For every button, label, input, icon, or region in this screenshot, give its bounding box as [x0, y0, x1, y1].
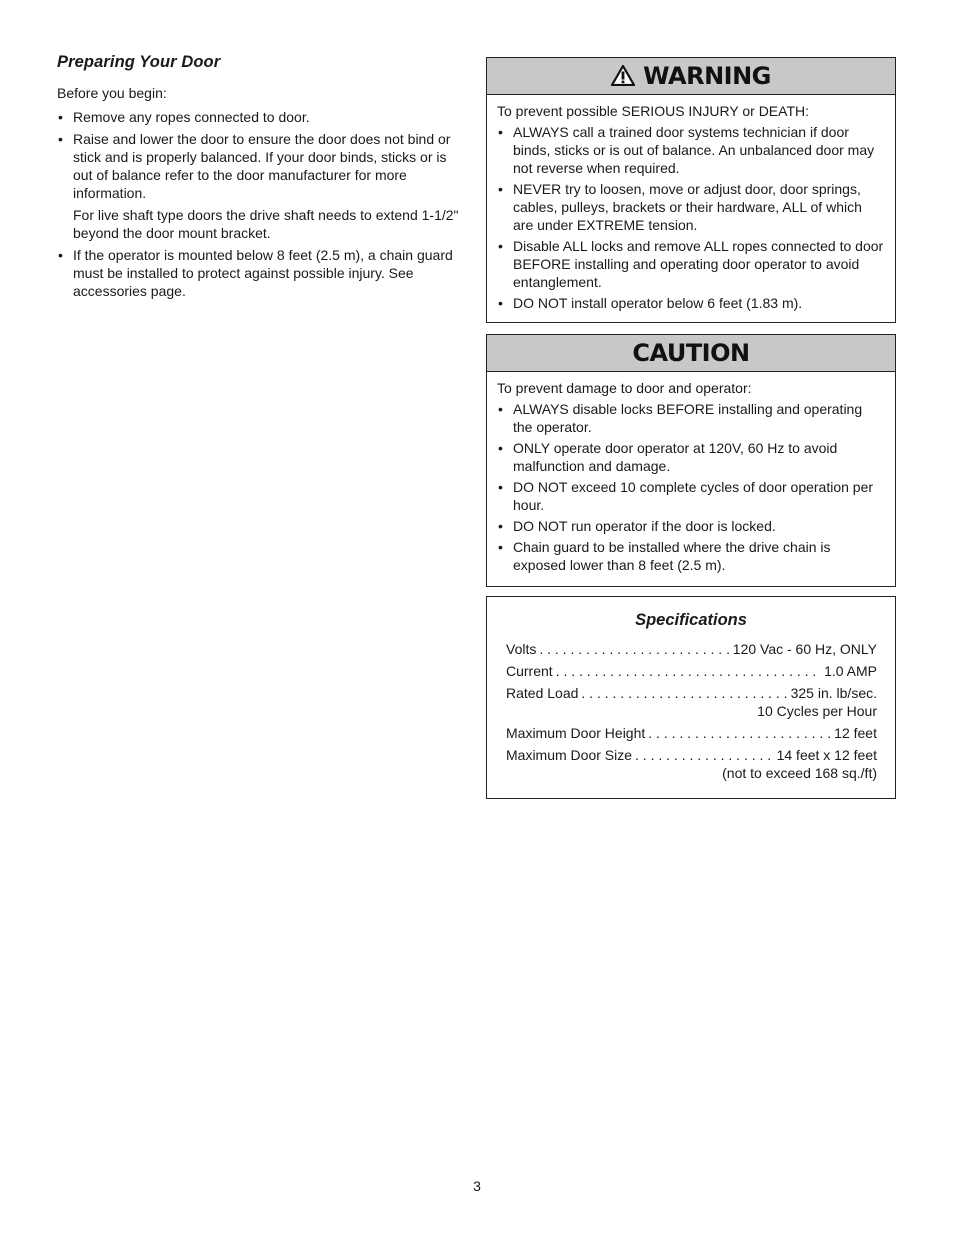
spec-row-max-door-height: [506, 724, 877, 742]
spec-subvalue: 10 Cycles per Hour: [757, 703, 877, 719]
dot-leader: [556, 662, 821, 680]
preparing-list: [57, 108, 462, 202]
dot-leader: [648, 724, 831, 742]
preparing-section: [57, 53, 462, 304]
caution-header: [487, 335, 895, 372]
warning-triangle-icon: [611, 65, 635, 86]
list-item: • DO NOT exceed 10 complete cycles of door operation per hour.: [497, 478, 885, 514]
spec-label: Maximum Door Height: [506, 725, 646, 741]
spec-subvalue: (not to exceed 168 sq./ft): [722, 765, 877, 781]
list-item: • Remove any ropes connected to door.: [57, 108, 462, 126]
preparing-list-continued: [57, 246, 462, 300]
spec-value: 1.0 AMP: [824, 663, 877, 679]
caution-title: CAUTION: [632, 339, 750, 367]
list-item: • Disable ALL locks and remove ALL ropes connected to door BEFORE installing and operating door operator to avoid entanglement.: [497, 237, 885, 291]
list-item: • ALWAYS disable locks BEFORE installing and operating the operator.: [497, 400, 885, 436]
preparing-title: Preparing Your Door: [57, 53, 221, 71]
page-number: 3: [473, 1178, 481, 1194]
preparing-intro: Before you begin:: [57, 85, 167, 101]
warning-intro: To prevent possible SERIOUS INJURY or DEATH:: [497, 103, 809, 119]
spec-label: Current: [506, 663, 553, 679]
caution-body: [487, 372, 895, 583]
warning-box: [486, 57, 896, 323]
list-item: • Chain guard to be installed where the drive chain is exposed lower than 8 feet (2.5 m).: [497, 538, 885, 574]
spec-row-max-door-size: [506, 746, 877, 782]
spec-row-volts: [506, 640, 877, 658]
specifications-title: Specifications: [635, 611, 747, 629]
list-item: • Raise and lower the door to ensure the door does not bind or stick and is properly balanced. If your door binds, sticks or is out of balance refer to the door manufacturer for more information.: [57, 130, 462, 202]
spec-label: Volts: [506, 641, 537, 657]
spec-row-rated-load: [506, 684, 877, 720]
specifications-list: [487, 640, 895, 782]
warning-title: WARNING: [643, 62, 771, 90]
dot-leader: [581, 684, 787, 702]
spec-value: 12 feet: [834, 725, 877, 741]
list-item: • ONLY operate door operator at 120V, 60 Hz to avoid malfunction and damage.: [497, 439, 885, 475]
dot-leader: [539, 640, 729, 658]
caution-box: [486, 334, 896, 587]
list-item: • DO NOT install operator below 6 feet (1.83 m).: [497, 294, 885, 312]
spec-row-current: [506, 662, 877, 680]
spec-label: Maximum Door Size: [506, 747, 633, 763]
spec-label: Rated Load: [506, 685, 579, 701]
list-item: • If the operator is mounted below 8 feet (2.5 m), a chain guard must be installed to protect against possible injury. See accessories page.: [57, 246, 462, 300]
warning-list: [497, 123, 885, 312]
spec-value: 14 feet x 12 feet: [776, 747, 877, 763]
list-item: • NEVER try to loosen, move or adjust door, door springs, cables, pulleys, brackets or their hardware, ALL of which are under EXTREME tension.: [497, 180, 885, 234]
list-item: • DO NOT run operator if the door is locked.: [497, 517, 885, 535]
specifications-box: [486, 596, 896, 799]
warning-body: [487, 95, 895, 321]
spec-value: 120 Vac - 60 Hz, ONLY: [732, 641, 877, 657]
live-shaft-note: For live shaft type doors the drive shaft needs to extend 1-1/2" beyond the door mount bracket.: [73, 207, 459, 241]
dot-leader: [635, 746, 774, 764]
list-item: • ALWAYS call a trained door systems technician if door binds, sticks or is out of balance. An unbalanced door may not reverse when required.: [497, 123, 885, 177]
warning-header: [487, 58, 895, 95]
spec-value: 325 in. lb/sec.: [790, 685, 877, 701]
caution-list: [497, 400, 885, 574]
caution-intro: To prevent damage to door and operator:: [497, 380, 752, 396]
